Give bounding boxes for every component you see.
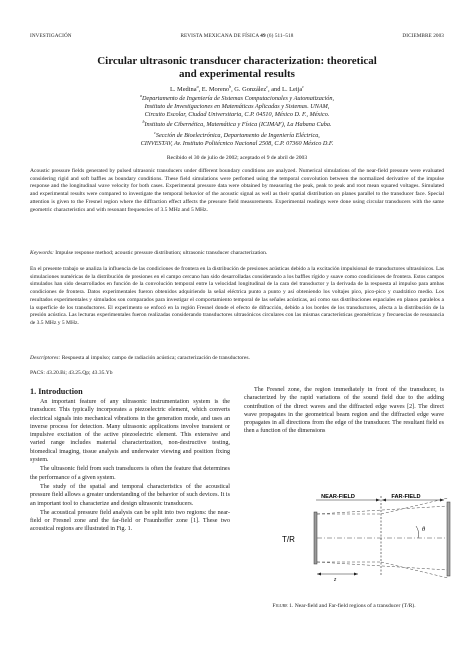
z-label: z xyxy=(334,577,337,582)
journal-citation: REVISTA MEXICANA DE FÍSICA 49 (6) 511–518 xyxy=(180,33,294,39)
body-paragraph: The acoustical pressure field analysis can be split into two regions: the near-field or Fresnel zone and the far-field or Fraunhoffer zone [1]. These two acoustical regions are illustrated in Fig. 1. xyxy=(30,509,230,533)
far-field-label: FAR-FIELD xyxy=(391,494,421,500)
body-paragraph: The ultrasonic field from such transducers is often the feature that determines the performance of a given system. xyxy=(30,466,230,481)
theta-label: θ xyxy=(422,526,426,533)
affiliation-line: Circuito Escolar, Ciudad Universitaria, C.P. 04510, México D. F., México. xyxy=(144,110,330,118)
abstract-english: Acoustic pressure fields generated by pulsed ultrasonic transducers under different boundary conditions are analyzed. Numerical simulations of the near-field pressure were evaluated considering rigid and soft baffles as boundary conditions. These field simulations were perfomed using the temporal convolution between the normalized derivative of the impulse response and the longitudinal wave velocity for both cases. Experimental pressure data were obtained by measuring the peak, peak to peak and root mean squared voltages. Simulated and experimental results were compared to investigate the temporal behavior of the acoustic signal as well as their spatial distribution on planes parallel to the transducer face. Special attention is given to the Fresnel region where the diffraction effect affects the pressure field measurements. Experimental readings were done using circular transducers with the same geometric characteristics and with resonant frequencies of 3.5 MHz and 5 MHz. xyxy=(30,168,444,213)
author-list: L. Medina$^a$, E. Moreno$^b$, G. González$^c$, and L. Leija$^c$ xyxy=(169,84,305,94)
arrow-head xyxy=(376,499,380,502)
divergence-line-bottom xyxy=(317,562,448,570)
affiliation-line: $^c$Sección de Bioelectrónica, Departamento de Ingeniería Eléctrica, xyxy=(154,130,320,140)
received-dates: Recibido el 30 de julio de 2002; aceptado el 9 de abril de 2003 xyxy=(166,155,308,161)
spread-line-bottom xyxy=(381,562,448,578)
figure-caption: Figure 1. Near-field and Far-field regions of a transducer (T/R). xyxy=(272,603,416,609)
spread-line-top xyxy=(381,498,448,514)
section-label: INVESTIGACIÓN xyxy=(30,33,72,39)
body-paragraph: The Fresnel zone, the region immediately in front of the transducer, is characterized by the rapid variations of the sound field due to the adding contribution of the direct waves and the diffracted edge waves [2]. The direct wave propagates in the geometrical beam region and the diffracted edge wave propagates in all directions from the edge of the transducer. The resultant field es then a function of the dimensions xyxy=(244,387,444,435)
left-column xyxy=(30,386,230,534)
arrow-head xyxy=(382,499,386,502)
paper-title: Circular ultrasonic transducer characterization: theoretical and experimental results xyxy=(97,55,377,80)
arrow-head xyxy=(317,573,321,576)
affiliation-line: Instituto de Investigaciones en Matemáticas Aplicadas y Sistemas. UNAM, xyxy=(144,102,330,110)
divergence-angle-arc xyxy=(416,526,419,538)
keywords-spanish: Descriptores: Respuesta al impulso; campo de radiación acústica; caracterización de transductores. xyxy=(30,355,250,361)
affiliation-line: $^b$Instituto de Cibernética, Matemática y Física (ICIMAF), La Habana Cuba. xyxy=(142,119,332,129)
affiliation-line: $^a$Departamento de Ingeniería de Sistemas Computacionales y Automatización, xyxy=(139,93,334,103)
section-heading-introduction: 1. Introduction xyxy=(30,387,83,396)
divergence-line-top xyxy=(317,506,448,514)
far-plane-plate xyxy=(447,502,450,576)
affiliation-line: CINVESTAV, Av. Instituto Politécnico Nacional 2508, C.P. 07360 México D.F. xyxy=(140,140,334,148)
arrow-head xyxy=(354,573,358,576)
descriptores-label: Descriptores: xyxy=(30,355,61,361)
near-field-label: NEAR-FIELD xyxy=(321,494,355,500)
running-head xyxy=(30,33,444,41)
transducer-label: T/R xyxy=(282,535,295,544)
figure-near-far-field xyxy=(258,492,458,582)
body-paragraph: An important feature of any ultrasonic instrumentation system is the transducer. This typically incorporates a piezoelectric element, which converts electrical signals into mechanical vibrations in the generation mode, and uses an inverse process for detection. Many ultrasonic applications involve transient or impulsive excitation of the active piezoelectric element. This extensive and varied range includes material characterization, non-destructive testing, biomedical imaging, tissue analysis and underwater viewing and position fixing system. xyxy=(30,399,230,464)
abstract-spanish: En el presente trabajo se analiza la influencia de las condiciones de frontera en la distribución de presiones acústicas debido a la excitación impulsional de transductores ultrasónicos. Las simulaciones numéricas de la distribución de presiones en el campo cercano han sido desarrolladas considerando a los baffles rígido y suave como condiciones de frontera. Estos campos simulados han sido desarrollados en función de la convolución temporal entre la velocidad longitudinal de la cara del transductor y la derivada de la respuesta al impulso para ambas condiciones de frontera. Datos experimentales fueron obtenidos adquiriendo la señal eléctrica punto a punto y así obteniendo los voltajes pico, pico-pico y cuadrático medio. Los resultados experimentales y simulados son comparados para investigar el comportamiento temporal de las señales acústicas, así como sus distribuciones espaciales en planos paralelos a la superficie de los transductores. El experimento se enfocó en la región Fresnel donde el efecto de difracción, debido a los bordes de los transductores, afecta a la distribución de la presión acústica. Las lecturas experimentales fueron realizadas considerando transductores ultrasónicos circulares con las mismas características geométricas y frecuencias de resonancia de 3.5 MHz y 5 MHz. xyxy=(30,266,444,326)
body-paragraph: The study of the spatial and temporal characteristics of the acoustical pressure field allows a greater understanding of the behavior of such devices. It is an important tool to characterize and design ultrasonic transducers. xyxy=(30,483,230,507)
issue-date: DICIEMBRE 2003 xyxy=(402,33,444,39)
affiliations xyxy=(30,92,444,148)
right-column xyxy=(244,386,444,436)
journal-volume: 49 xyxy=(260,33,266,39)
pacs-codes: PACS: 43.20.Bi; 43.25.Qp; 43.35.Yb xyxy=(30,370,113,376)
keywords-english: Keywords: Impulse response method; acoustic pressure distribution; ultrasonic transducer characterization. xyxy=(30,250,268,256)
transducer-body xyxy=(314,512,317,564)
figure-number: Figure 1. xyxy=(272,603,294,609)
keywords-label: Keywords: xyxy=(30,250,54,256)
